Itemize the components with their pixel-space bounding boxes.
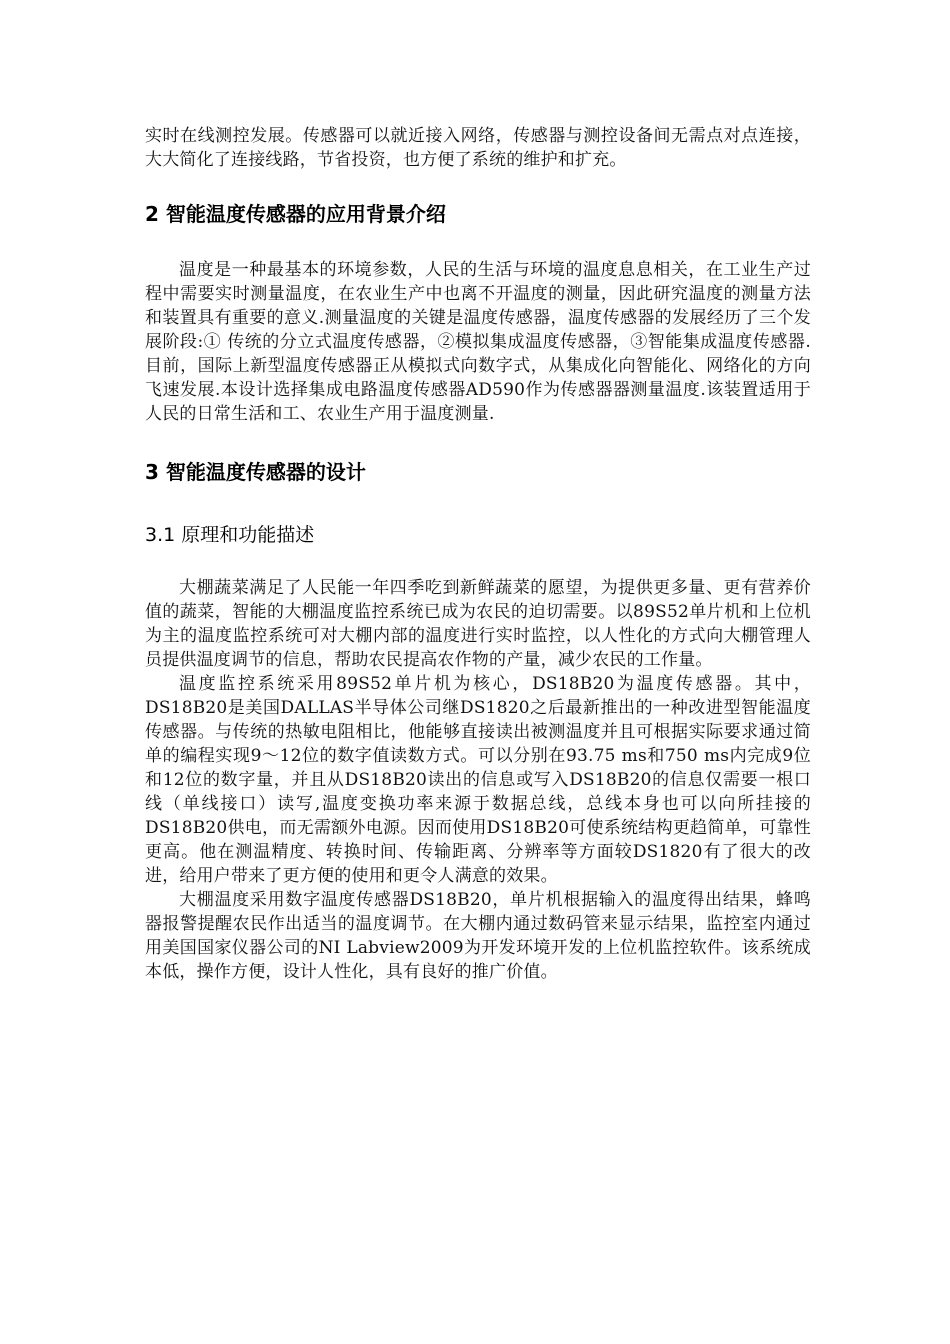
section-2-paragraph: 温度是一种最基本的环境参数，人民的生活与环境的温度息息相关，在工业生产过程中需要实时测量温度，在农业生产中也离不开温度的测量，因此研究温度的测量方法和装置具有重要的意义.测量温度的关键是温度传感器，温度传感器的发展经历了三个发展阶段:① 传统的分立式温度传感器，②模拟集成温度传感器，③智能集成温度传感器.目前，国际上新型温度传感器正从模拟式向数字式，从集成化向智能化、网络化的方向飞速发展.本设计选择集成电路温度传感器AD590作为传感器器测量温度.该装置适用于人民的日常生活和工、农业生产用于温度测量.	[145, 260, 811, 424]
document-page	[145, 124, 811, 984]
section-3-1-paragraph-1: 大棚蔬菜满足了人民能一年四季吃到新鲜蔬菜的愿望，为提供更多量、更有营养价值的蔬菜，智能的大棚温度监控系统已成为农民的迫切需要。以89S52单片机和上位机为主的温度监控系统可对大棚内部的温度进行实时监控，以人性化的方式向大棚管理人员提供温度调节的信息，帮助农民提高农作物的产量，减少农民的工作量。	[145, 578, 811, 670]
section-3-1-paragraph-2: 温度监控系统采用89S52单片机为核心，DS18B20为温度传感器。其中，DS18B20是美国DALLAS半导体公司继DS1820之后最新推出的一种改进型智能温度传感器。与传统的热敏电阻相比，他能够直接读出被测温度并且可根据实际要求通过简单的编程实现9～12位的数字值读数方式。可以分别在93.75 ms和750 ms内完成9位和12位的数字量，并且从DS18B20读出的信息或写入DS18B20的信息仅需要一根口线（单线接口）读写,温度变换功率来源于数据总线，总线本身也可以向所挂接的DS18B20供电，而无需额外电源。因而使用DS18B20可使系统结构更趋简单，可靠性更高。他在测温精度、转换时间、传输距离、分辨率等方面较DS1820有了很大的改进，给用户带来了更方便的使用和更令人满意的效果。	[145, 674, 811, 886]
section-3-1-paragraph-3: 大棚温度采用数字温度传感器DS18B20，单片机根据输入的温度得出结果，蜂鸣器报警提醒农民作出适当的温度调节。在大棚内通过数码管来显示结果，监控室内通过用美国国家仪器公司的NI Labview2009为开发环境开发的上位机监控软件。该系统成本低，操作方便，设计人性化，具有良好的推广价值。	[145, 890, 811, 982]
section-3-heading: 3 智能温度传感器的设计	[145, 460, 366, 484]
intro-paragraph: 实时在线测控发展。传感器可以就近接入网络，传感器与测控设备间无需点对点连接，大大简化了连接线路，节省投资，也方便了系统的维护和扩充。	[145, 126, 811, 170]
section-2-heading: 2 智能温度传感器的应用背景介绍	[145, 202, 446, 226]
section-3-1-heading: 3.1 原理和功能描述	[145, 524, 315, 546]
